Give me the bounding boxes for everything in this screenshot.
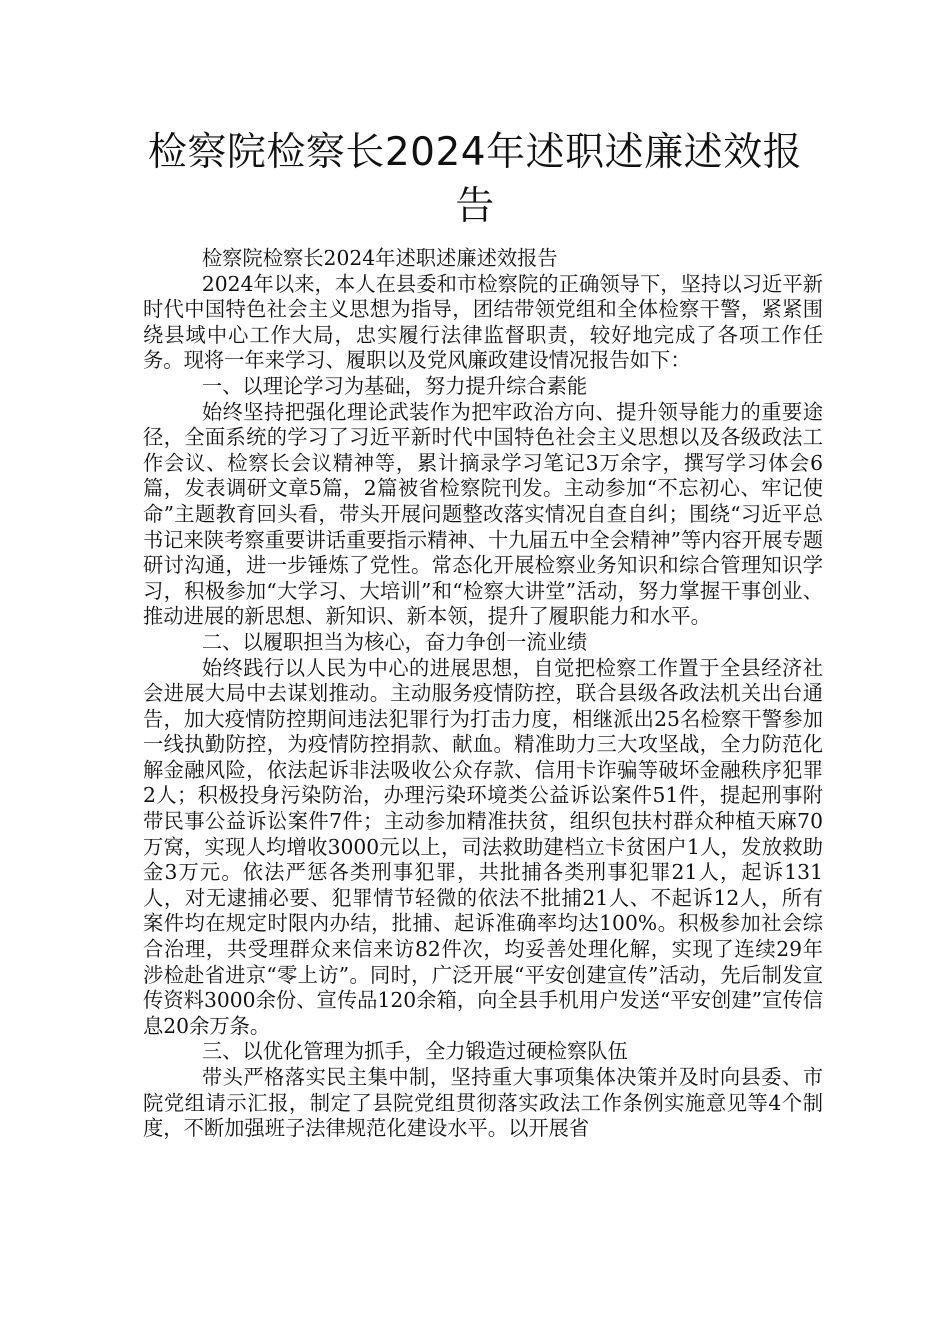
section-heading-3: 三、以优化管理为抓手，全力锻造过硬检察队伍 xyxy=(201,1039,628,1064)
body-paragraph-subtitle: 检察院检察长2024年述职述廉述效报告 xyxy=(201,246,558,270)
section-heading-2: 二、以履职担当为核心，奋力争创一流业绩 xyxy=(201,629,588,654)
body-paragraph-section-1: 始终坚持把强化理论武装作为把牢政治方向、提升领导能力的重要途径，全面系统的学习了习近平新时代中国特色社会主义思想以及各级政法工作会议、检察长会议精神等，累计摘录学习笔记3万余字，撰写学习体会6篇，发表调研文章5篇，2篇被省检察院刊发。主动参加“不忘初心、牢记使命”主题教育回头看，带头开展问题整改落实情况自查自纠；围绕“习近平总书记来陕考察重要讲话重要指示精神、十九届五中全会精神”等内容开展专题研讨沟通，进一步锤炼了党性。常态化开展检察业务知识和综合管理知识学习，积极参加“大学习、大培训”和“检察大讲堂”活动，努力掌握干事创业、推动进展的新思想、新知识、新本领，提升了履职能力和水平。 xyxy=(143,399,823,629)
document-title: 检察院检察长2024年述职述廉述效报告 xyxy=(147,130,803,229)
body-paragraph-section-2: 始终践行以人民为中心的进展思想，自觉把检察工作置于全县经济社会进展大局中去谋划推动。主动服务疫情防控，联合县级各政法机关出台通告，加大疫情防控期间违法犯罪行为打击力度，相继派出25名检察干警参加一线执勤防控，为疫情防控捐款、献血。精准助力三大攻坚战，全力防范化解金融风险，依法起诉非法吸收公众存款、信用卡诈骗等破坏金融秩序犯罪2人；积极投身污染防治，办理污染环境类公益诉讼案件51件，提起刑事附带民事公益诉讼案件7件；主动参加精准扶贫，组织包扶村群众种植天麻70万窝，实现人均增收3000元以上，司法救助建档立卡贫困户1人，发放救助金3万元。依法严惩各类刑事犯罪，共批捕各类刑事犯罪21人，起诉131人，对无逮捕必要、犯罪情节轻微的依法不批捕21人、不起诉12人，所有案件均在规定时限内办结，批捕、起诉准确率均达100%。积极参加社会综合治理，共受理群众来信来访82件次，均妥善处理化解，实现了连续29年涉检赴省进京“零上访”。同时，广泛开展“平安创建宣传”活动，先后制发宣传资料3000余份、宣传品120余箱，向全县手机用户发送“平安创建”宣传信息20余万条。 xyxy=(143,655,823,1038)
section-heading-1: 一、以理论学习为基础，努力提升综合素能 xyxy=(201,373,588,398)
document-body xyxy=(143,246,823,1142)
body-paragraph-section-3: 带头严格落实民主集中制，坚持重大事项集体决策并及时向县委、市院党组请示汇报，制定了县院党组贯彻落实政法工作条例实施意见等4个制度，不断加强班子法律规范化建设水平。以开展省 xyxy=(143,1065,823,1141)
body-paragraph-intro: 2024年以来，本人在县委和市检察院的正确领导下，坚持以习近平新时代中国特色社会主义思想为指导，团结带领党组和全体检察干警，紧紧围绕县域中心工作大局，忠实履行法律监督职责，较好地完成了各项工作任务。现将一年来学习、履职以及党风廉政建设情况报告如下： xyxy=(143,271,823,373)
